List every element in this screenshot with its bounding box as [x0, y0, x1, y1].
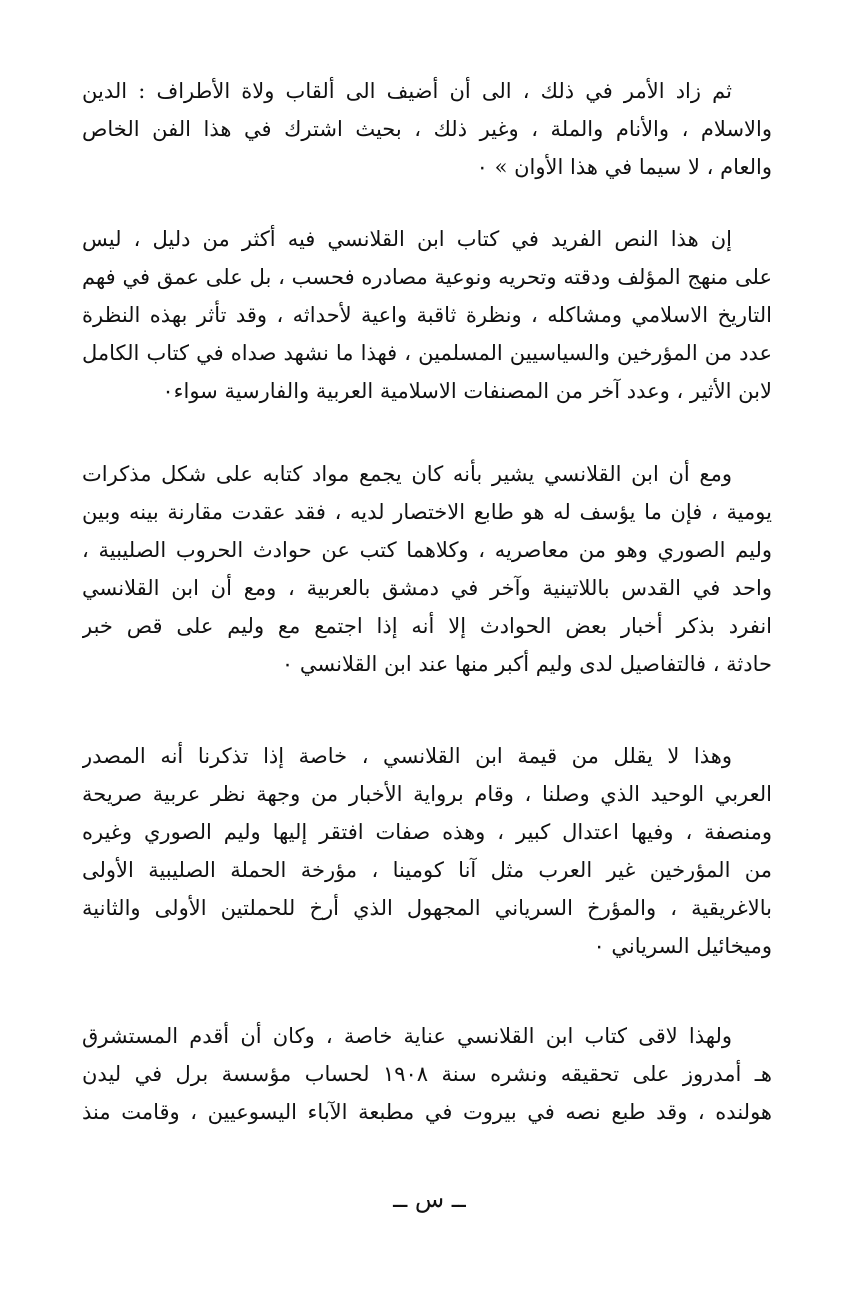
text-line: واحد في القدس باللاتينية وآخر في دمشق بالعربية ، ومع أن ابن القلانسي — [82, 576, 772, 600]
text-line: ولهذا لاقى كتاب ابن القلانسي عناية خاصة ، وكان أن أقدم المستشرق — [82, 1024, 732, 1048]
text-line: وميخائيل السرياني ٠ — [593, 934, 772, 958]
text-line: والعام ، لا سيما في هذا الأوان » ٠ — [476, 155, 772, 179]
paragraph-2 — [82, 220, 772, 410]
text-line: إن هذا النص الفريد في كتاب ابن القلانسي فيه أكثر من دليل ، ليس — [82, 227, 732, 251]
paragraph-5 — [82, 1017, 772, 1131]
text-line: هـ أمدروز على تحقيقه ونشره سنة ١٩٠٨ لحساب مؤسسة برل في ليدن — [82, 1062, 772, 1086]
page-number: ــ س ــ — [393, 1185, 466, 1213]
text-line: على منهج المؤلف ودقته وتحريه ونوعية مصادره فحسب ، بل على عمق في فهم — [82, 265, 772, 289]
text-line: عدد من المؤرخين والسياسيين المسلمين ، فهذا ما نشهد صداه في كتاب الكامل — [82, 341, 772, 365]
text-line: لابن الأثير ، وعدد آخر من المصنفات الاسلامية العربية والفارسية سواء٠ — [162, 379, 772, 403]
paragraph-1 — [82, 72, 772, 186]
paragraph-4 — [82, 737, 772, 965]
text-line: يومية ، فإن ما يؤسف له هو طابع الاختصار لديه ، فقد عقدت مقارنة بينه وبين — [82, 500, 772, 524]
text-line: انفرد بذكر أخبار بعض الحوادث إلا أنه إذا اجتمع مع وليم على قص خبر — [82, 614, 772, 638]
text-line: ثم زاد الأمر في ذلك ، الى أن أضيف الى ألقاب ولاة الأطراف : الدين — [82, 79, 732, 103]
text-line: العربي الوحيد الذي وصلنا ، وقام برواية الأخبار من وجهة نظر عربية صريحة — [82, 782, 772, 806]
text-line: ومع أن ابن القلانسي يشير بأنه كان يجمع مواد كتابه على شكل مذكرات — [82, 462, 732, 486]
text-line: حادثة ، فالتفاصيل لدى وليم أكبر منها عند ابن القلانسي ٠ — [281, 652, 772, 676]
text-line: وهذا لا يقلل من قيمة ابن القلانسي ، خاصة إذا تذكرنا أنه المصدر — [82, 744, 732, 768]
text-line: من المؤرخين غير العرب مثل آنا كومينا ، مؤرخة الحملة الصليبية الأولى — [82, 858, 772, 882]
text-line: هولنده ، وقد طبع نصه في بيروت في مطبعة الآباء اليسوعيين ، وقامت منذ — [82, 1100, 772, 1124]
text-line: ومنصفة ، وفيها اعتدال كبير ، وهذه صفات افتقر إليها وليم الصوري وغيره — [82, 820, 772, 844]
text-line: بالاغريقية ، والمؤرخ السرياني المجهول الذي أرخ للحملتين الأولى والثانية — [82, 896, 772, 920]
text-line: والاسلام ، والأنام والملة ، وغير ذلك ، بحيث اشترك في هذا الفن الخاص — [82, 117, 772, 141]
text-line: وليم الصوري وهو من معاصريه ، وكلاهما كتب عن حوادث الحروب الصليبية ، — [82, 538, 772, 562]
paragraph-3 — [82, 455, 772, 683]
text-line: التاريخ الاسلامي ومشاكله ، ونظرة ثاقبة واعية لأحداثه ، وقد تأثر بهذه النظرة — [82, 303, 772, 327]
